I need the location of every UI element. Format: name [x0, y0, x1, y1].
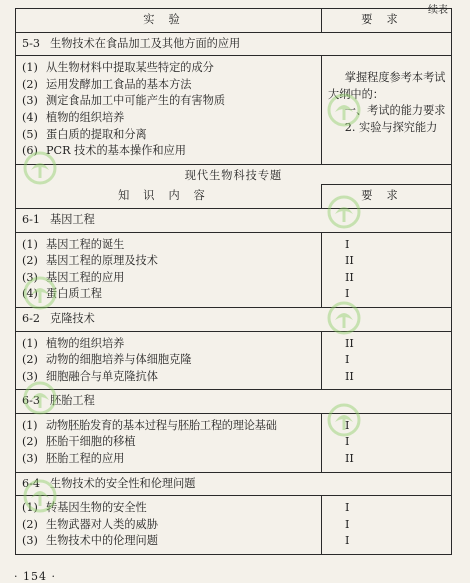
requirement-line: 2. 实验与探究能力 [344, 120, 438, 134]
level-badge: II [345, 336, 354, 350]
item-number: (1) [22, 61, 38, 75]
header-row-2 [16, 185, 452, 209]
section-6-2-items [16, 331, 322, 390]
section-6-3-content [16, 413, 452, 472]
section-6-4-content [16, 496, 452, 555]
section-6-4-row [16, 472, 452, 496]
section-6-3-levels [322, 413, 452, 472]
item-number: (1) [22, 237, 38, 251]
section-6-1-levels [322, 232, 452, 307]
section-5-3-content [16, 56, 452, 165]
list-item [22, 237, 315, 254]
list-item [22, 77, 315, 94]
section-no: 6-2 [22, 311, 41, 325]
item-text: 基因工程的诞生 [46, 237, 125, 251]
level-badge: I [345, 418, 350, 432]
header-requirement: 要求 [322, 9, 452, 33]
item-number: (2) [22, 77, 38, 91]
section-5-3-requirement [322, 56, 452, 165]
item-number: (4) [22, 110, 38, 124]
item-number: (4) [22, 287, 38, 301]
item-text: 基因工程的应用 [46, 270, 125, 284]
section-5-3-items [16, 56, 322, 165]
item-number: (3) [22, 94, 38, 108]
item-text: 生物技术中的伦理问题 [46, 534, 158, 548]
section-5-3-row [16, 32, 452, 56]
section-6-4-items [16, 496, 322, 555]
list-item [22, 143, 315, 160]
item-number: (2) [22, 517, 38, 531]
level-badge: II [345, 270, 354, 284]
section-title: 胚胎工程 [50, 394, 95, 408]
item-number: (5) [22, 127, 38, 141]
section-6-1-heading [16, 208, 452, 232]
section-title: 生物技术在食品加工及其他方面的应用 [50, 36, 241, 50]
item-text: 胚胎工程的应用 [46, 452, 125, 466]
header-experiment: 实验 [16, 9, 322, 33]
list-item [22, 286, 315, 303]
list-item [22, 336, 315, 353]
section-5-3-heading [16, 32, 452, 56]
level-badge: I [345, 353, 350, 367]
requirement-line: 掌握程度参考本考试大纲中的： [328, 71, 446, 101]
section-6-4-heading [16, 472, 452, 496]
section-6-2-content [16, 331, 452, 390]
item-number: (1) [22, 418, 38, 432]
section-6-3-items [16, 413, 322, 472]
item-text: 运用发酵加工食品的基本方法 [46, 77, 192, 91]
section-6-2-row [16, 307, 452, 331]
continued-label: 续表 [428, 5, 448, 16]
list-item [22, 60, 315, 77]
item-text: 生物武器对人类的威胁 [46, 517, 158, 531]
item-text: 转基因生物的安全性 [46, 501, 147, 515]
item-number: (1) [22, 336, 38, 350]
section-6-1-content [16, 232, 452, 307]
section-6-1-items [16, 232, 322, 307]
header-requirement-2: 要求 [322, 185, 452, 209]
level-badge: I [345, 501, 350, 515]
level-badge: I [345, 517, 350, 531]
list-item [22, 500, 315, 517]
item-text: 测定食品加工中可能产生的有害物质 [46, 94, 226, 108]
requirement-line: 一、考试的能力要求 [344, 104, 446, 118]
section-title: 基因工程 [50, 212, 95, 226]
item-number: (3) [22, 452, 38, 466]
list-item [22, 127, 315, 144]
level-badge: II [345, 369, 354, 383]
list-item [22, 434, 321, 451]
list-item [22, 110, 315, 127]
list-item [22, 93, 315, 110]
list-item [22, 418, 321, 435]
item-text: 基因工程的原理及技术 [46, 254, 158, 268]
item-text: 蛋白质的提取和分离 [46, 127, 147, 141]
item-number: (2) [22, 435, 38, 449]
section-title: 生物技术的安全性和伦理问题 [50, 476, 196, 490]
list-item [22, 352, 315, 369]
section-6-3-heading [16, 390, 452, 414]
list-item [22, 517, 315, 534]
item-text: 动物胚胎发育的基本过程与胚胎工程的理论基础 [46, 418, 277, 432]
item-text: 胚胎干细胞的移植 [46, 435, 136, 449]
item-text: PCR 技术的基本操作和应用 [46, 144, 186, 158]
item-number: (3) [22, 270, 38, 284]
item-number: (2) [22, 254, 38, 268]
level-badge: I [345, 287, 350, 301]
list-item [22, 253, 315, 270]
header-row [16, 9, 452, 33]
section-no: 6-4 [22, 476, 41, 490]
section-no: 5-3 [22, 36, 41, 50]
item-text: 植物的组织培养 [46, 336, 125, 350]
item-text: 植物的组织培养 [46, 110, 125, 124]
item-number: (6) [22, 144, 38, 158]
level-badge: I [345, 534, 350, 548]
syllabus-table [15, 8, 452, 555]
item-text: 动物的细胞培养与体细胞克隆 [46, 353, 192, 367]
topic-title-row [16, 164, 452, 185]
list-item [22, 533, 315, 550]
level-badge: I [345, 435, 350, 449]
section-title: 克隆技术 [50, 311, 95, 325]
section-6-3-row [16, 390, 452, 414]
item-number: (3) [22, 534, 38, 548]
page-number: · 154 · [14, 570, 56, 583]
item-number: (3) [22, 369, 38, 383]
section-6-1-row [16, 208, 452, 232]
section-6-2-levels [322, 331, 452, 390]
item-text: 细胞融合与单克隆抗体 [46, 369, 158, 383]
list-item [22, 369, 315, 386]
list-item [22, 451, 321, 468]
level-badge: I [345, 237, 350, 251]
item-text: 从生物材料中提取某些特定的成分 [46, 61, 214, 75]
section-6-2-heading [16, 307, 452, 331]
section-6-4-levels [322, 496, 452, 555]
item-number: (1) [22, 501, 38, 515]
list-item [22, 270, 315, 287]
topic-title: 现代生物科技专题 [16, 164, 452, 185]
item-text: 蛋白质工程 [46, 287, 102, 301]
section-no: 6-3 [22, 394, 41, 408]
level-badge: II [345, 452, 354, 466]
header-knowledge: 知识内容 [16, 185, 322, 209]
section-no: 6-1 [22, 212, 41, 226]
item-number: (2) [22, 353, 38, 367]
level-badge: II [345, 254, 354, 268]
